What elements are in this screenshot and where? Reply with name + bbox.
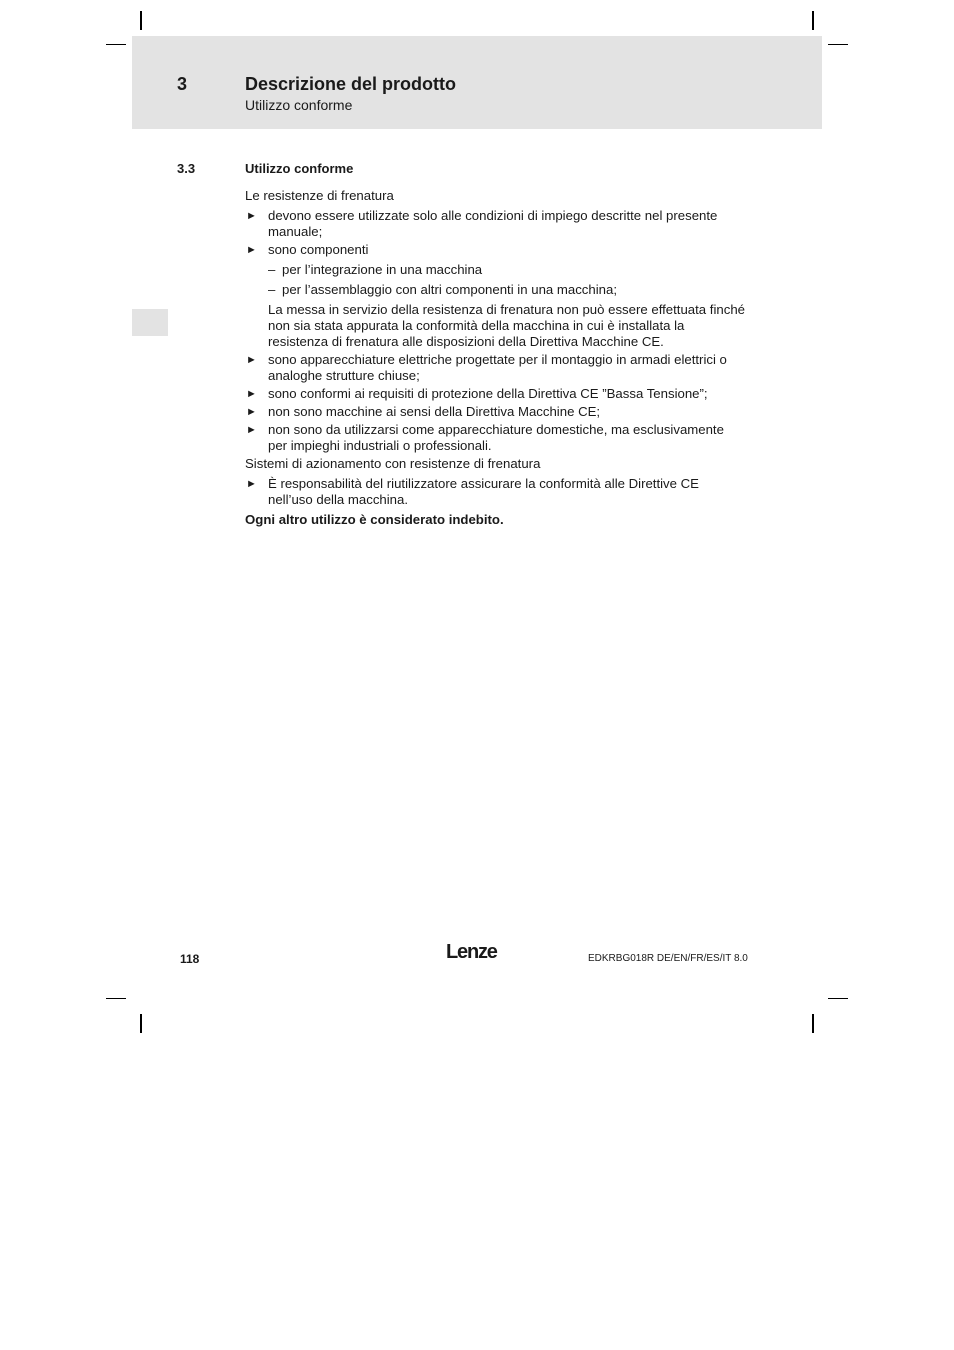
list-item — [245, 422, 745, 454]
crop-mark — [812, 1014, 814, 1033]
bullet-arrow-icon: ► — [246, 406, 257, 418]
list-item-text: non sono macchine ai sensi della Direttiva Macchine CE; — [268, 404, 601, 419]
section-number: 3.3 — [177, 161, 196, 176]
intro-paragraph-2: Sistemi di azionamento con resistenze di frenatura — [245, 456, 541, 471]
list-item — [245, 386, 745, 402]
list-item — [245, 476, 745, 508]
bullet-arrow-icon: ► — [246, 388, 257, 400]
intro-paragraph: Le resistenze di frenatura — [245, 188, 394, 203]
chapter-tab-marker — [132, 309, 168, 336]
crop-mark — [812, 11, 814, 30]
page-number: 118 — [180, 952, 200, 966]
list-item-text: sono componenti — [268, 242, 369, 257]
chapter-header — [132, 36, 822, 129]
sub-list-item-text: per l’assemblaggio con altri componenti in una macchina; — [282, 282, 617, 297]
list-item — [245, 208, 745, 240]
sub-list-item — [268, 262, 745, 278]
crop-mark — [828, 998, 848, 999]
list-item — [245, 242, 745, 258]
lenze-logo: Lenze — [446, 941, 497, 963]
list-item-text: sono apparecchiature elettriche progettate per il montaggio in armadi elettrici o analoghe strutture chiuse; — [268, 352, 727, 383]
crop-mark — [106, 44, 126, 45]
chapter-number: 3 — [177, 74, 188, 94]
document-code: EDKRBG018R DE/EN/FR/ES/IT 8.0 — [588, 953, 748, 964]
crop-mark — [106, 998, 126, 999]
closing-statement: Ogni altro utilizzo è considerato indebito. — [245, 512, 504, 527]
chapter-title: Descrizione del prodotto — [245, 74, 457, 94]
sub-list-item — [268, 282, 745, 298]
bullet-arrow-icon: ► — [246, 244, 257, 256]
bullet-arrow-icon: ► — [246, 210, 257, 222]
chapter-subtitle: Utilizzo conforme — [245, 97, 353, 113]
dash-icon: – — [268, 282, 276, 297]
crop-mark — [828, 44, 848, 45]
crop-mark — [140, 11, 142, 30]
list-item — [245, 404, 745, 420]
dash-icon: – — [268, 262, 276, 277]
sub-list-item-text: per l’integrazione in una macchina — [282, 262, 483, 277]
crop-mark — [140, 1014, 142, 1033]
bullet-arrow-icon: ► — [246, 424, 257, 436]
list-item-text: devono essere utilizzate solo alle condizioni di impiego descritte nel presente manuale; — [268, 208, 718, 239]
list-item-text: sono conformi ai requisiti di protezione della Direttiva CE ”Bassa Tensione”; — [268, 386, 708, 401]
list-item-text: È responsabilità del riutilizzatore assicurare la conformità alle Direttive CE nell’uso della macchina. — [268, 476, 699, 507]
sub-list — [245, 262, 745, 298]
bullet-arrow-icon: ► — [246, 354, 257, 366]
sub-note: La messa in servizio della resistenza di frenatura non può essere effettuata finché non sia stata appurata la conformità della macchina in cui è installata la resistenza di frenatura alle disposizioni della Direttiva Macchine CE. — [268, 302, 745, 349]
list-item — [245, 352, 745, 384]
list-item-text: non sono da utilizzarsi come apparecchiature domestiche, ma esclusivamente per impieghi industriali o professionali. — [268, 422, 724, 453]
bullet-arrow-icon: ► — [246, 478, 257, 490]
section-body — [245, 188, 745, 532]
section-title: Utilizzo conforme — [245, 161, 354, 176]
